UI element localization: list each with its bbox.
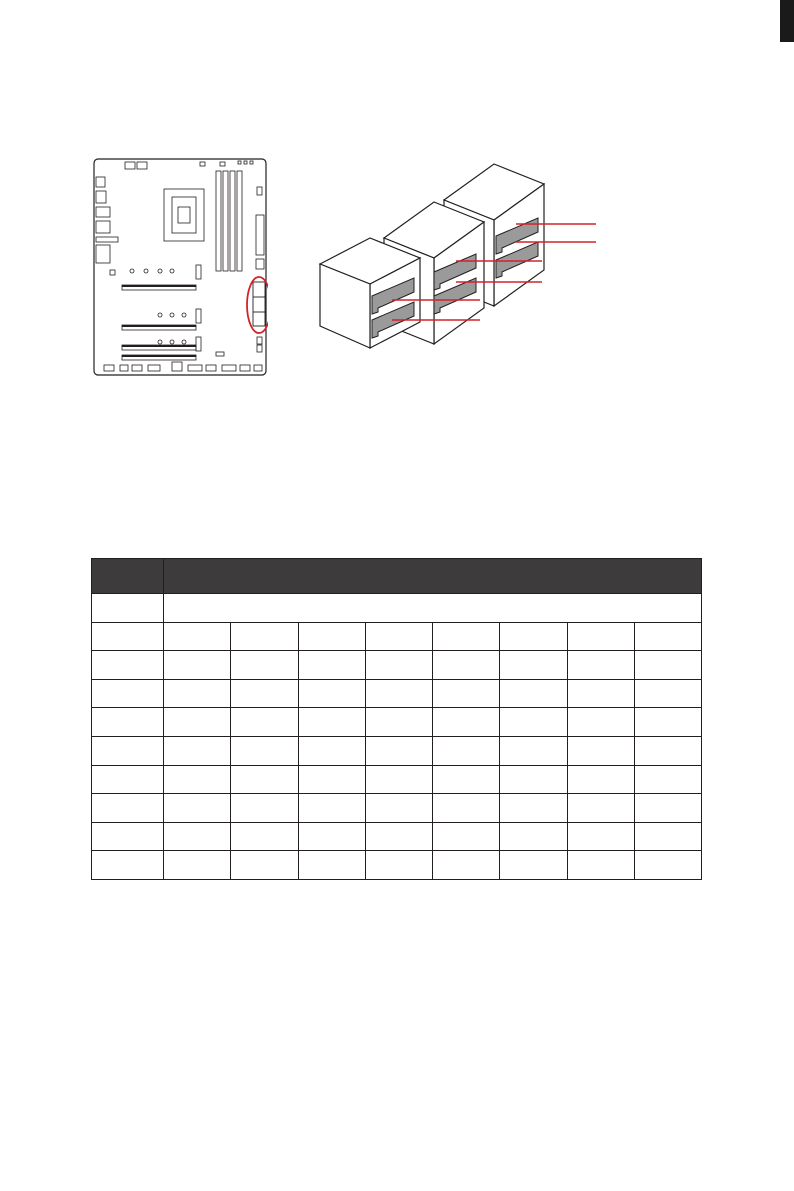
table-row (92, 651, 702, 680)
table-cell (634, 736, 701, 765)
table-cell (164, 851, 231, 880)
table-cell (433, 822, 500, 851)
table-cell (500, 651, 567, 680)
table-cell (298, 679, 365, 708)
table-cell (164, 736, 231, 765)
table-cell (164, 622, 231, 651)
table-cell (365, 651, 432, 680)
table-cell (365, 622, 432, 651)
table-cell (164, 794, 231, 823)
table-cell (433, 708, 500, 737)
table-row (92, 708, 702, 737)
table-row (92, 622, 702, 651)
table-cell (231, 851, 298, 880)
table-cell (365, 679, 432, 708)
table-cell (92, 794, 164, 823)
table-cell (231, 708, 298, 737)
table-cell (92, 708, 164, 737)
table-cell (365, 851, 432, 880)
table-cell (92, 594, 164, 623)
table-cell (500, 679, 567, 708)
table-cell (164, 708, 231, 737)
table-cell (500, 794, 567, 823)
table-cell (92, 822, 164, 851)
table-cell (500, 851, 567, 880)
table-row (92, 822, 702, 851)
table-cell (298, 765, 365, 794)
table-cell (500, 708, 567, 737)
table-cell (365, 822, 432, 851)
sata-ports-on-board (253, 282, 265, 326)
table-cell (164, 679, 231, 708)
table-cell (92, 765, 164, 794)
table-cell (567, 679, 634, 708)
table-cell (433, 851, 500, 880)
table-cell (433, 765, 500, 794)
table-cell (365, 765, 432, 794)
table-cell (634, 794, 701, 823)
table-cell (500, 765, 567, 794)
table-span-row (92, 594, 702, 623)
sata-connectors-diagram (316, 160, 606, 360)
table-cell (298, 708, 365, 737)
table-cell (567, 765, 634, 794)
table-cell (92, 622, 164, 651)
table-cell (298, 622, 365, 651)
table-cell (231, 651, 298, 680)
table-cell (92, 851, 164, 880)
table-cell (500, 822, 567, 851)
table-cell (365, 736, 432, 765)
table-cell (634, 851, 701, 880)
motherboard-diagram (92, 157, 268, 377)
table-header-row (92, 559, 702, 594)
table-cell (231, 736, 298, 765)
table-cell (433, 794, 500, 823)
table-cell (433, 679, 500, 708)
table-cell (92, 736, 164, 765)
table-cell (164, 651, 231, 680)
table-header-value (164, 559, 702, 594)
table-cell (298, 822, 365, 851)
table-row (92, 679, 702, 708)
page-edge-marker (780, 0, 794, 42)
table-row (92, 765, 702, 794)
table-cell (634, 622, 701, 651)
table-cell (231, 794, 298, 823)
table-cell (231, 822, 298, 851)
table-cell (634, 822, 701, 851)
table-cell (567, 822, 634, 851)
table-cell (634, 679, 701, 708)
table-cell (164, 765, 231, 794)
table-cell (298, 794, 365, 823)
sata-mode-table (91, 558, 702, 880)
table-cell (92, 679, 164, 708)
table-cell (92, 651, 164, 680)
table-cell (298, 736, 365, 765)
table-cell (500, 736, 567, 765)
table-cell (500, 622, 567, 651)
table-cell (567, 651, 634, 680)
table-cell (164, 594, 702, 623)
table-cell (433, 651, 500, 680)
table-cell (231, 679, 298, 708)
table-cell (567, 622, 634, 651)
table-cell (634, 708, 701, 737)
table-cell (433, 736, 500, 765)
table-cell (433, 622, 500, 651)
table-cell (231, 765, 298, 794)
table-cell (567, 708, 634, 737)
table-cell (298, 851, 365, 880)
board-outline (94, 159, 266, 375)
table-row (92, 851, 702, 880)
table-cell (365, 708, 432, 737)
table-cell (231, 622, 298, 651)
table-header-key (92, 559, 164, 594)
table-cell (298, 651, 365, 680)
table-cell (634, 765, 701, 794)
table-cell (164, 822, 231, 851)
table-cell (634, 651, 701, 680)
table-cell (567, 851, 634, 880)
table-row (92, 794, 702, 823)
table-cell (567, 794, 634, 823)
table-row (92, 736, 702, 765)
table-cell (365, 794, 432, 823)
table-cell (567, 736, 634, 765)
